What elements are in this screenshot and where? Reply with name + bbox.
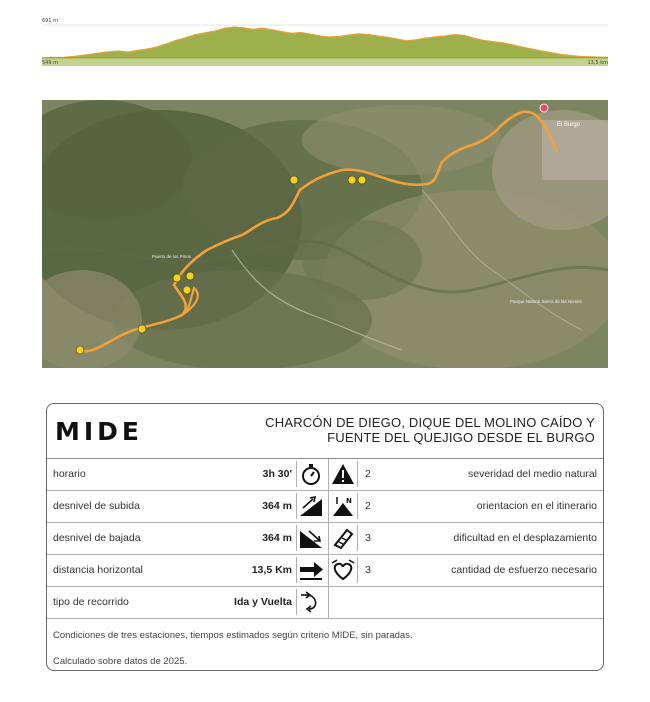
mide-notes <box>47 619 603 671</box>
stopwatch-icon <box>296 461 325 487</box>
uphill-icon <box>296 493 325 519</box>
row-label: desnivel de bajada <box>53 532 141 544</box>
row-label: desnivel de subida <box>53 500 140 512</box>
start-marker-icon[interactable] <box>540 104 548 112</box>
map-label-pass: Puerto de los Pinos <box>152 254 192 259</box>
downhill-icon <box>296 525 325 551</box>
distance-arrow-icon <box>296 557 325 583</box>
round-trip-icon <box>296 589 325 615</box>
waypoint-icon[interactable] <box>173 274 181 282</box>
mide-header <box>47 404 603 459</box>
score-description: cantidad de esfuerzo necesario <box>451 564 597 576</box>
row-value: 364 m <box>262 532 292 544</box>
row-value: 13,5 Km <box>251 564 292 576</box>
map-label-park: Parque Natural Sierra de las Nieves <box>510 299 582 304</box>
score-description: dificultad en el desplazamiento <box>453 532 597 544</box>
waypoint-icon[interactable] <box>138 325 146 333</box>
profile-area <box>42 27 608 58</box>
score-value: 2 <box>365 468 371 480</box>
row-label: distancia horizontal <box>53 564 143 576</box>
profile-distance-label: 13,5 km <box>587 60 608 66</box>
waypoint-icon[interactable] <box>290 176 298 184</box>
waypoint-icon[interactable] <box>348 176 356 184</box>
route-map[interactable] <box>42 100 608 368</box>
profile-max-label: 691 m <box>42 18 59 24</box>
row-label: tipo de recorrido <box>53 596 129 608</box>
row-value: Ida y Vuelta <box>234 596 292 608</box>
row-value: 3h 30' <box>262 468 292 480</box>
route-title: CHARCÓN DE DIEGO, DIQUE DEL MOLINO CAÍDO Y FUENTE DEL QUEJIGO DESDE EL BURGO <box>265 415 595 445</box>
mide-card <box>46 403 604 671</box>
mide-logo: MIDE <box>55 417 144 446</box>
score-value: 3 <box>365 532 371 544</box>
mide-row-distancia <box>47 555 603 587</box>
note-conditions: Condiciones de tres estaciones, tiempos estimados según criterio MIDE, sin paradas. <box>53 630 413 641</box>
score-value: 3 <box>365 564 371 576</box>
mide-row-subida <box>47 491 603 523</box>
row-label: horario <box>53 468 86 480</box>
score-value: 2 <box>365 500 371 512</box>
note-data-year: Calculado sobre datos de 2025. <box>53 656 188 667</box>
orientation-icon <box>329 493 358 519</box>
mide-row-tipo <box>47 587 603 619</box>
warning-icon <box>329 461 358 487</box>
waypoint-icon[interactable] <box>186 272 194 280</box>
mide-row-horario <box>47 459 603 491</box>
waypoint-icon[interactable] <box>183 286 191 294</box>
row-value: 364 m <box>262 500 292 512</box>
map-label-town: El Burgo <box>557 122 581 128</box>
score-description: orientacion en el itinerario <box>476 500 597 512</box>
boot-icon <box>329 525 358 551</box>
heart-effort-icon <box>329 557 358 583</box>
mide-row-bajada <box>47 523 603 555</box>
score-description: severidad del medio natural <box>468 468 597 480</box>
waypoint-icon[interactable] <box>76 346 84 354</box>
waypoint-icon[interactable] <box>358 176 366 184</box>
elevation-profile <box>42 10 608 72</box>
svg-text:N: N <box>346 497 352 505</box>
profile-min-label: 549 m <box>42 60 59 66</box>
